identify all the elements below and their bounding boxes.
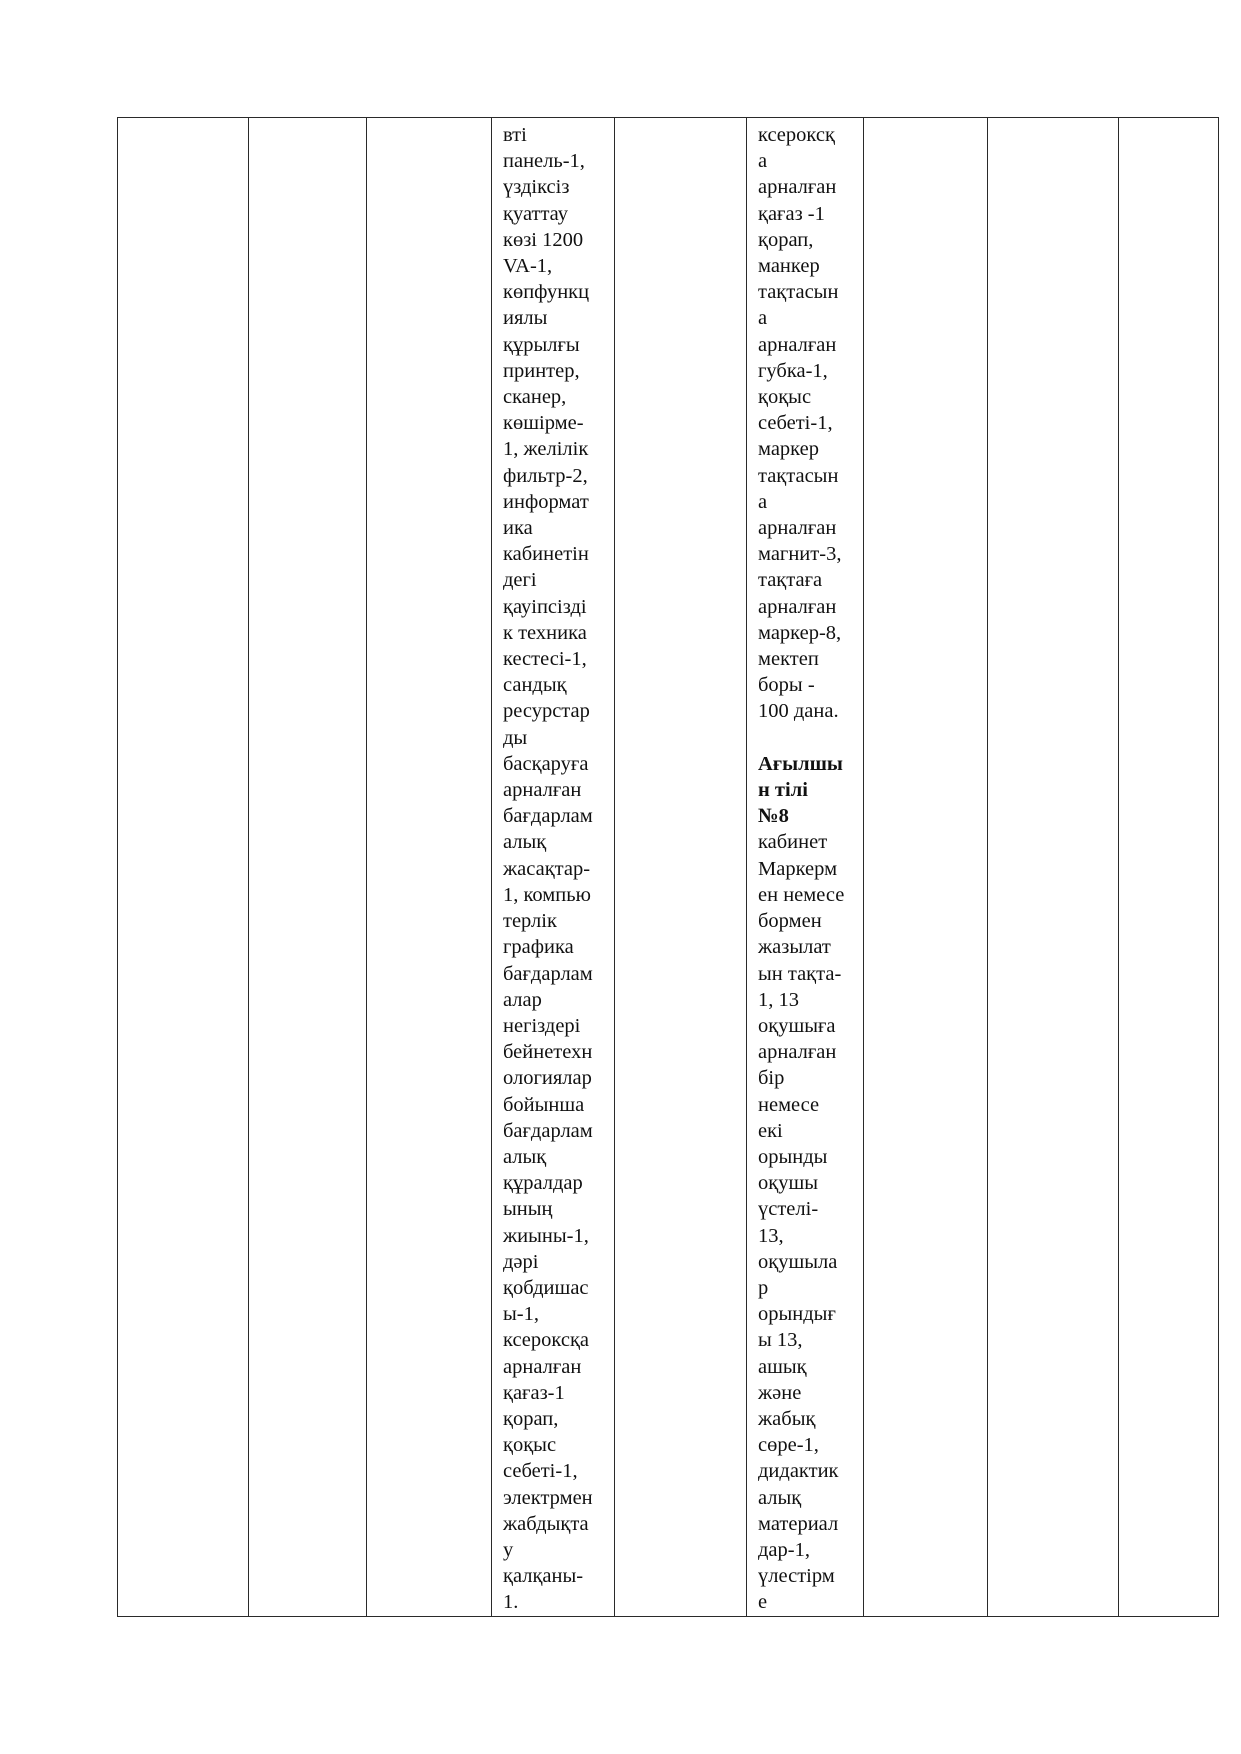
- table-cell-9: [1119, 118, 1219, 1617]
- table-cell-6: [747, 118, 864, 1617]
- table-cell-3: [367, 118, 492, 1617]
- english-cabinet-heading: Ағылшы н тілі №8: [758, 752, 843, 828]
- table-cell-7: [864, 118, 988, 1617]
- supplies-list-text: ксероксқ а арналған қағаз -1 қорап, манкер тақтасын а арналған губка-1, қоқыс себеті-1, маркер тақтасын а арналған магнит-3, тақтаға арналған маркер-8, мектеп боры - 100 дана.: [758, 124, 842, 723]
- table-cell-2: [249, 118, 367, 1617]
- spacer-line: [758, 725, 863, 751]
- table-row: [118, 118, 1219, 1617]
- table-cell-8: [988, 118, 1119, 1617]
- equipment-list-text: вті панель-1, үздіксіз қуаттау көзі 1200 VA-1, көпфункц иялы құрылғы принтер, сканер, көшірме- 1, желілік фильтр-2, информат ика кабинетін дегі қауіпсізді к техника кестесі-1, сандық ресурстар ды басқаруға арналған бағдарлам алық жасақтар- 1, компью терлік графика бағдарлам алар негіздері бейнетехн ологиялар бойынша бағдарлам алық құралдар ының жиыны-1, дәрі қобдишас ы-1, ксероксқа арналған қағаз-1 қорап, қоқыс себеті-1, электрмен жабдықта у қалқаны- 1.: [503, 124, 593, 1614]
- english-cabinet-list-text: кабинет Маркерм ен немесе бормен жазылат ын тақта- 1, 13 оқушыға арналған бір немесе екі орынды оқушы үстелі- 13, оқушыла р орындығ ы 13, ашық және жабық сөре-1, дидактик алық материал дар-1, үлестірм е: [758, 831, 845, 1614]
- table-cell-1: [118, 118, 249, 1617]
- table-cell-4: [492, 118, 615, 1617]
- table-cell-5: [615, 118, 747, 1617]
- document-table: [117, 117, 1219, 1617]
